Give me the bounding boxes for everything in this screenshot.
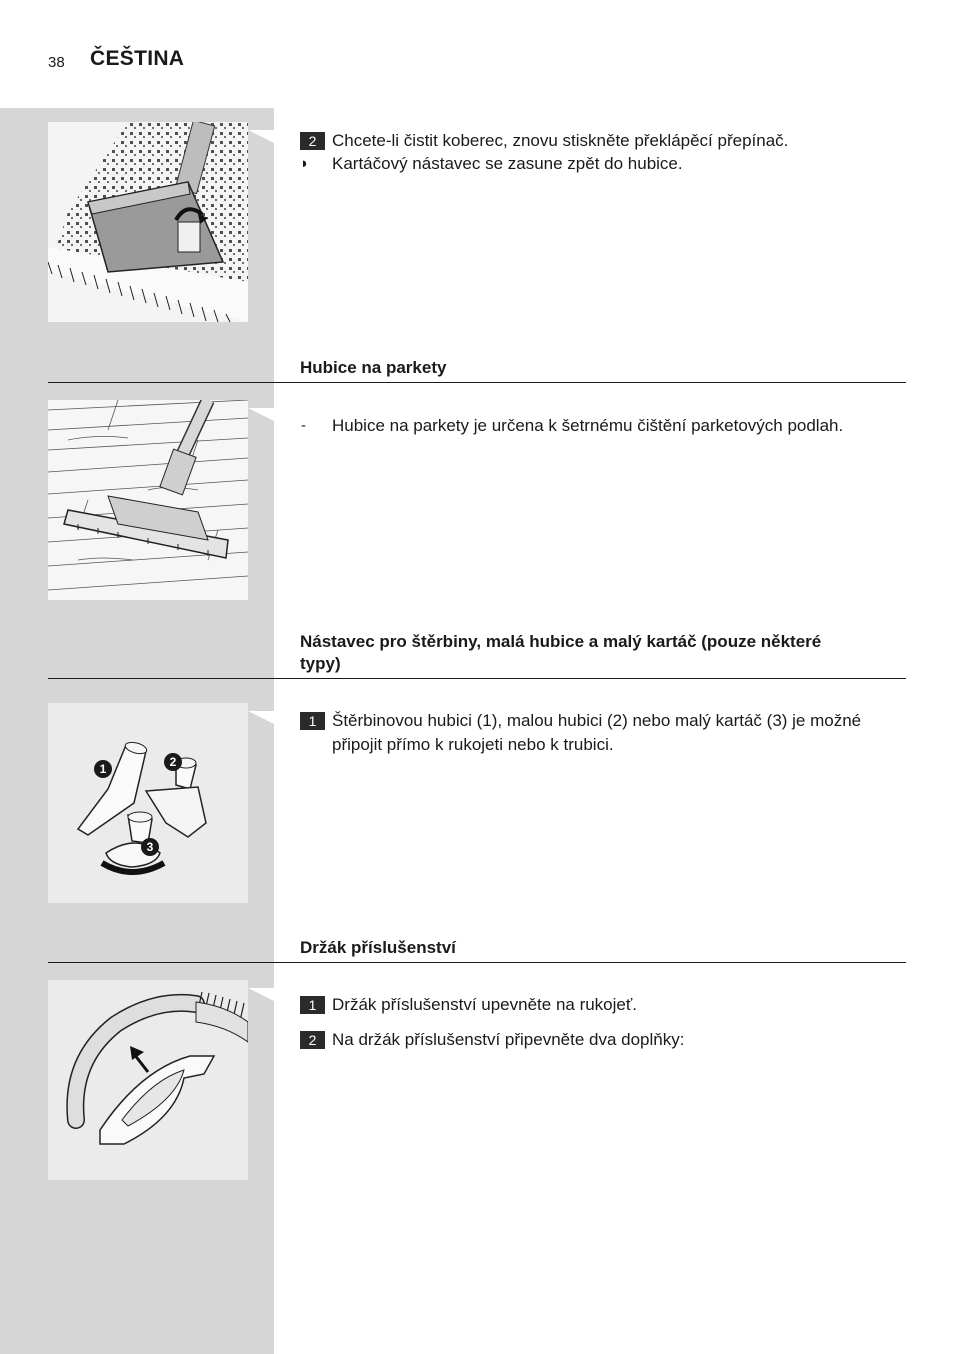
step-text: Držák příslušenství upevněte na rukojeť.: [332, 995, 637, 1014]
callout-number-1: 1: [94, 760, 112, 778]
illustration-pointer: [248, 988, 274, 1001]
section-divider: [48, 678, 906, 679]
illustration-pointer: [248, 711, 274, 724]
illustration-pointer: [248, 130, 274, 143]
step-number-badge: 1: [300, 712, 325, 730]
step-text: Na držák příslušenství připevněte dva doplňky:: [332, 1030, 685, 1049]
section-language-title: ČEŠTINA: [90, 47, 185, 70]
section-heading: Hubice na parkety: [300, 358, 447, 377]
section-divider: [48, 382, 906, 383]
callout-number-3: 3: [141, 838, 159, 856]
result-arrow-icon: ◗: [300, 155, 310, 172]
step-text: Štěrbinovou hubici (1), malou hubici (2) nebo malý kartáč (3) je možné připojit přímo k rukojeti nebo k trubici.: [332, 711, 862, 754]
section-divider: [48, 962, 906, 963]
dash-bullet: -: [301, 417, 306, 434]
step-number-badge: 1: [300, 996, 325, 1014]
accessories-illustration: [48, 703, 248, 903]
callout-number-2: 2: [164, 753, 182, 771]
step-number-badge: 2: [300, 1031, 325, 1049]
carpet-nozzle-drawing: [48, 122, 248, 322]
accessories-drawing: [48, 703, 248, 903]
section-heading: Nástavec pro štěrbiny, malá hubice a malý kartáč (pouze některé typy): [300, 632, 822, 673]
accessory-holder-drawing: [48, 980, 248, 1180]
list-text: Hubice na parkety je určena k šetrnému čištění parketových podlah.: [332, 416, 844, 435]
parquet-nozzle-drawing: [48, 400, 248, 600]
page-number: 38: [48, 54, 65, 71]
section-heading: Držák příslušenství: [300, 938, 456, 957]
parquet-nozzle-illustration: [48, 400, 248, 600]
step-number-badge: 2: [300, 132, 325, 150]
step-text: Chcete-li čistit koberec, znovu stiskněte překlápěcí přepínač.: [332, 131, 789, 150]
accessory-holder-illustration: [48, 980, 248, 1180]
illustration-pointer: [248, 408, 274, 421]
carpet-nozzle-illustration: [48, 122, 248, 322]
result-text: Kartáčový nástavec se zasune zpět do hubice.: [332, 154, 683, 173]
